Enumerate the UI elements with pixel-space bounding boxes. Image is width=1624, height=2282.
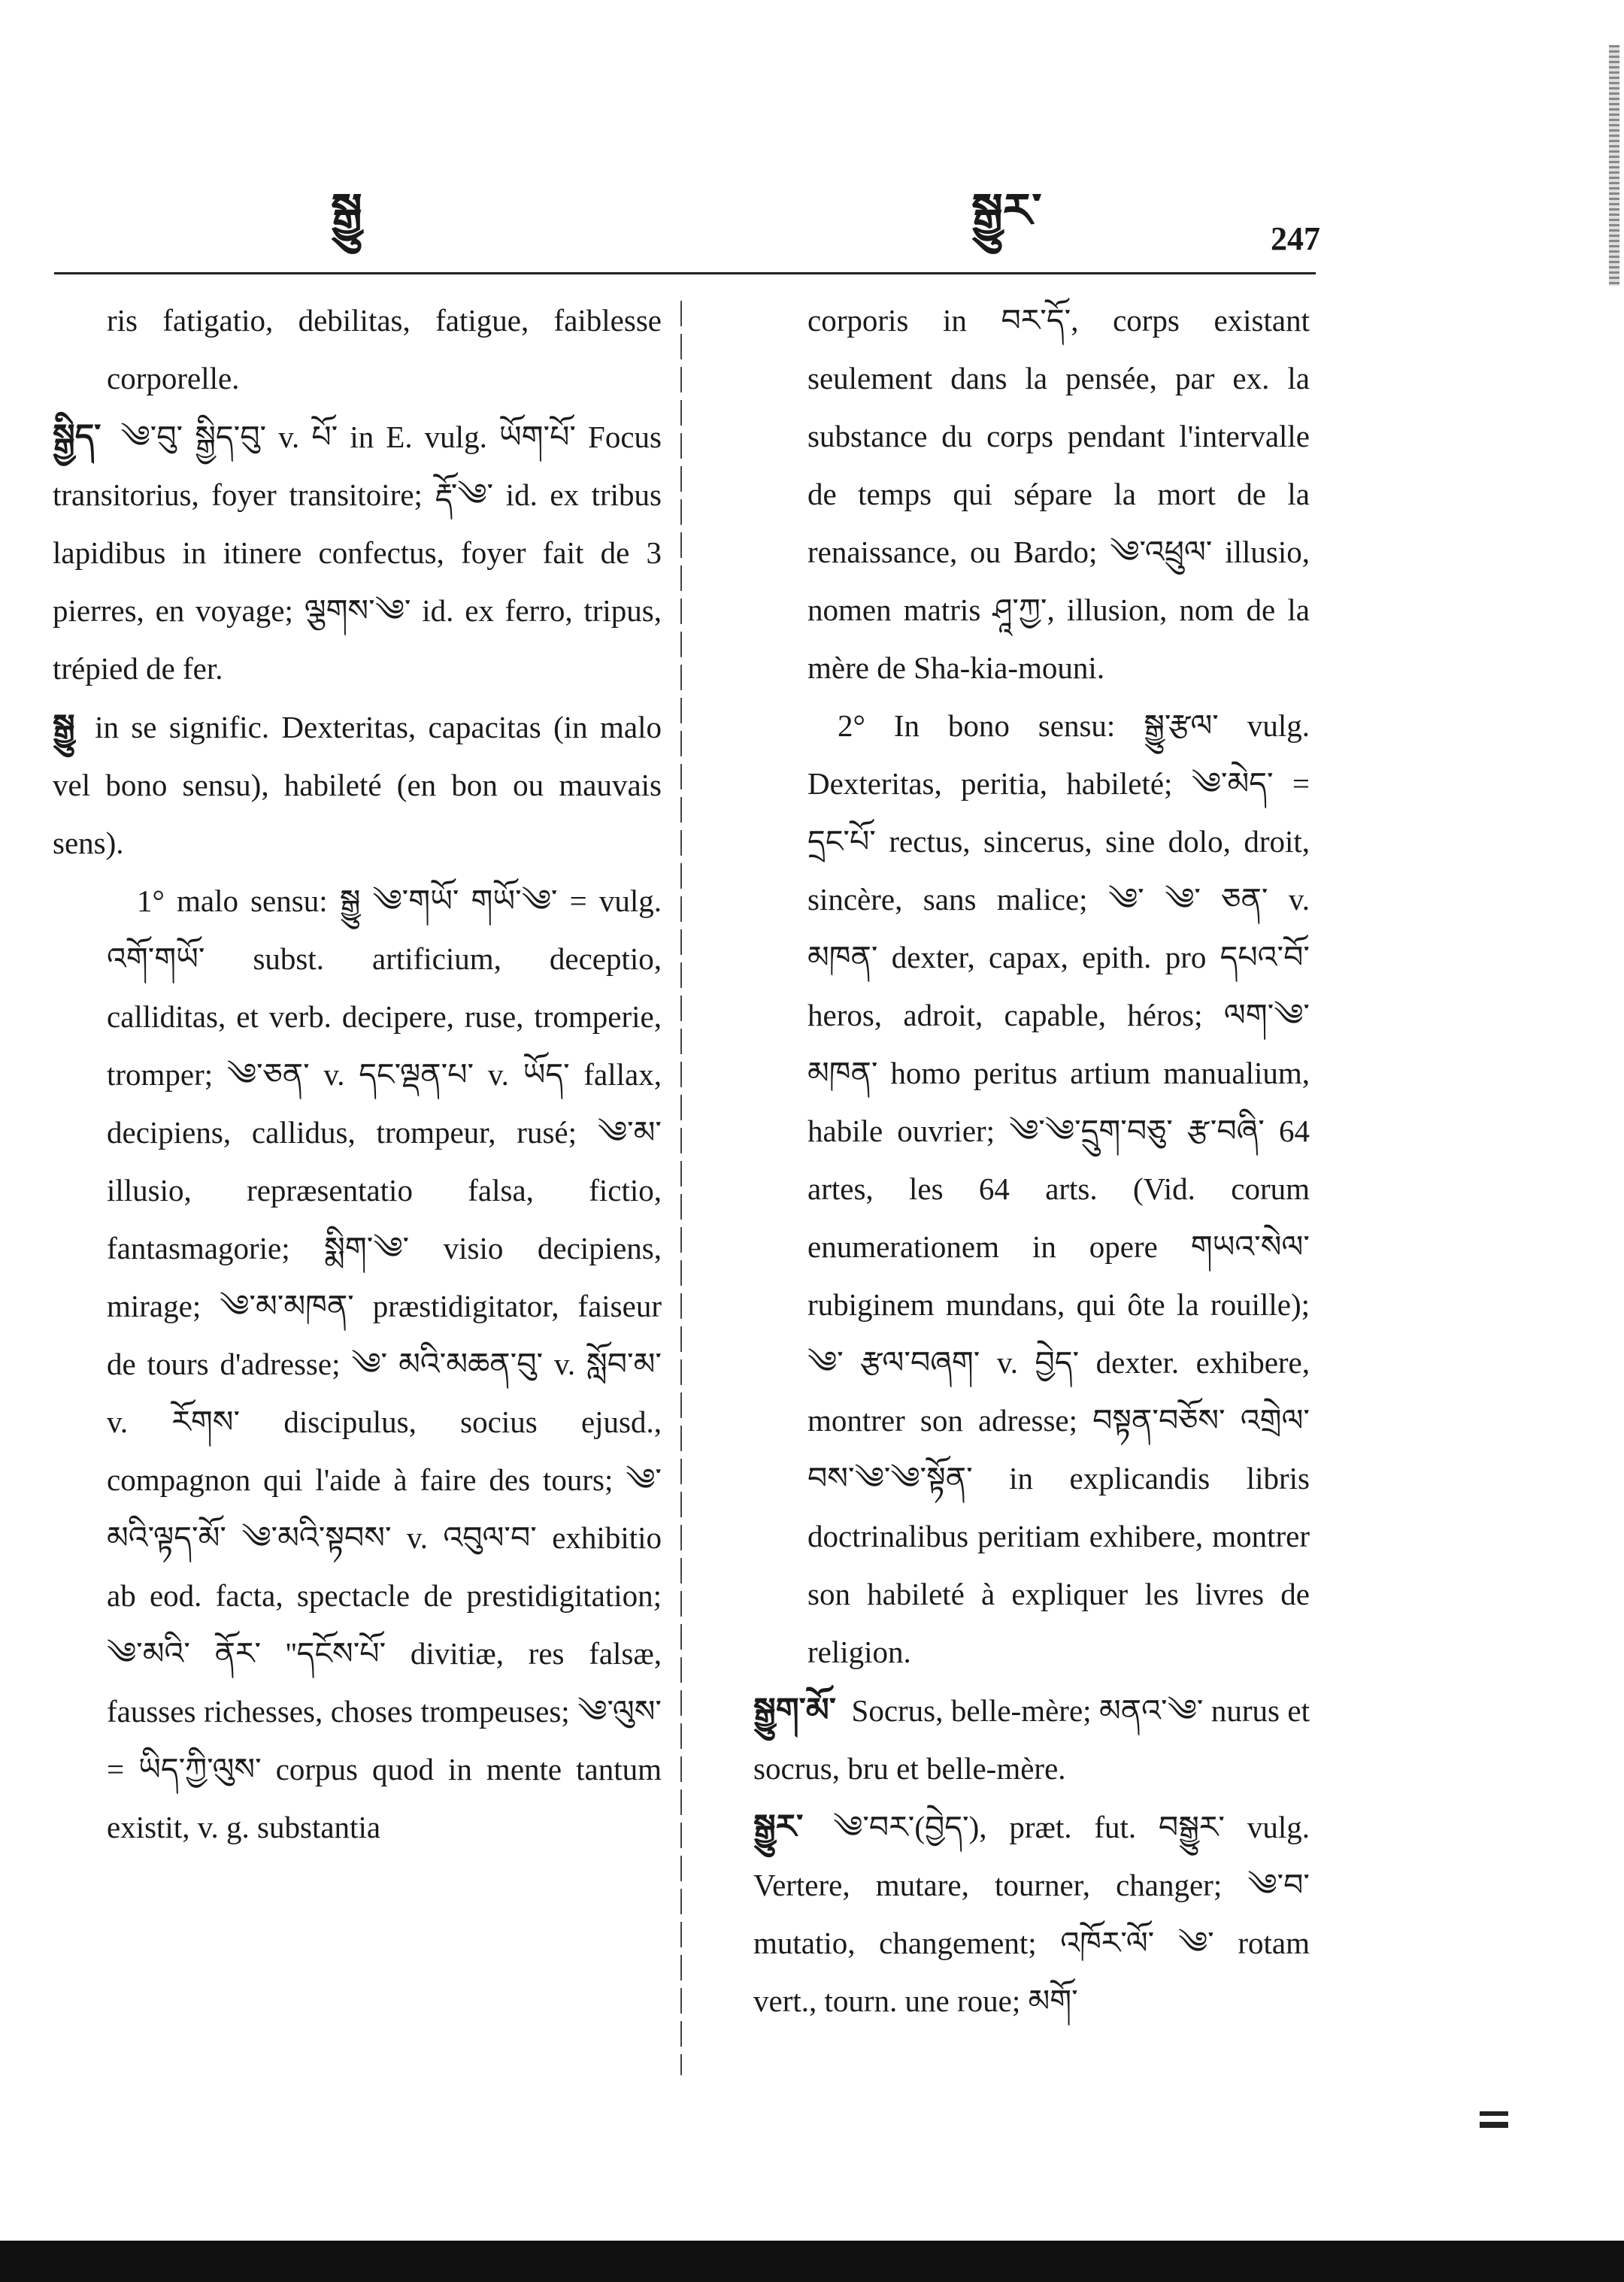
entry-text: corporis in བར་དོ་, corps existant seulement dans la pensée, par ex. la substance du corps pendant l'intervalle de temps qui sépare la mort de la renaissance, ou Bardo; ༄་འཕྲུལ་ illusio, nomen matris ཤཱ་ཀྱ་, illusion, nom de la mère de Sha-kia-mouni.: [807, 303, 1310, 685]
entry-continuation: [753, 292, 1310, 697]
scan-edge-mark: [1609, 45, 1619, 286]
entry-continuation: [53, 292, 662, 408]
entry-text: ris fatigatio, debilitas, fatigue, faiblesse corporelle.: [107, 303, 662, 395]
header-rule: [54, 272, 1316, 274]
scan-bottom-band: [0, 2241, 1624, 2282]
entry-text: ༄་བུ་ སྒྱིད་བུ་ v. པོ་ in E. vulg. ཡོག་པོ་ Focus transitorius, foyer transitoire; རྡོ་༄་ id. ex tribus lapidibus in itinere confectus, foyer fait de 3 pierres, en voyage; ལྕགས་༄་ id. ex ferro, tripus, trépied de fer.: [53, 420, 662, 686]
entry-text: 1° malo sensu: སྒྱུ ༄་གཡོ་ གཡོ་༄་ = vulg. འགོ་གཡོ་ subst. artificium, deceptio, calliditas, et verb. decipere, ruse, tromperie, tromper; ༄་ཅན་ v. དང་ལྡན་པ་ v. ཡོད་ fallax, decipiens, callidus, trompeur, rusé; ༄་མ་ illusio, repræsentatio falsa, fictio, fantasmagorie; སྨིག་༄་ visio decipiens, mirage; ༄་མ་མཁན་ præstidigitator, faiseur de tours d'adresse; ༄་ མའི་མཆན་བུ་ v. སློབ་མ་ v. རོགས་ discipulus, socius ejusd., compagnon qui l'aide à faire des tours; ༄་མའི་ལྟད་མོ་ ༄་མའི་སྟབས་ v. འབུལ་བ་ exhibitio ab eod. facta, spectacle de prestidigitation; ༄་མའི་ ནོར་ ''དངོས་པོ་ divitiæ, res falsæ, fausses richesses, choses trompeuses; ༄་ལུས་ = ཡིད་ཀྱི་ལུས་ corpus quod in mente tantum existit, v. g. substantia: [107, 883, 662, 1844]
entry-text: in se signific. Dexteritas, capacitas (in malo vel bono sensu), habileté (en bon ou mauvais sens).: [53, 710, 662, 860]
dictionary-entry: [53, 698, 662, 872]
page-number: 247: [1271, 220, 1320, 257]
left-column: [53, 292, 662, 1856]
column-divider: [680, 301, 682, 2075]
entry-text: Socrus, belle-mère; མནའ་༄་ nurus et socrus, bru et belle-mère.: [753, 1693, 1310, 1786]
entry-text: 2° In bono sensu: སྒྱུ་རྩལ་ vulg. Dexteritas, peritia, habileté; ༄་མེད་ = དྲང་པོ་ rectus, sincerus, sine dolo, droit, sincère, sans malice; ༄་ ༄་ ཅན་ v. མཁན་ dexter, capax, epith. pro དཔའ་བོ་ heros, adroit, capable, héros; ལག་༄་ མཁན་ homo peritus artium manualium, habile ouvrier; ༄་༄་དྲུག་བཅུ་ རྩ་བཞི་ 64 artes, les 64 arts. (Vid. corum enumerationem in opere གཡའ་སེལ་ rubiginem mundans, qui ôte la rouille); ༄་ རྩལ་བཞག་ v. བྱེད་ dexter. exhibere, montrer son adresse; བསྟན་བཅོས་ འགྲེལ་བས་༄་༄་སྟོན་ in explicandis libris doctrinalibus peritiam exhibere, montrer son habileté à expliquer les livres de religion.: [807, 708, 1310, 1669]
entry-subsection: [753, 697, 1310, 1681]
dictionary-entry: [53, 408, 662, 698]
running-head-left: སྒྱུ: [331, 186, 362, 237]
entry-headword: སྒྱུར་: [753, 1808, 804, 1845]
entry-headword: སྒྱུག་མོ་: [753, 1692, 837, 1729]
printer-mark: [1480, 2111, 1508, 2128]
dictionary-entry: [753, 1681, 1310, 1798]
dictionary-entry: [753, 1798, 1310, 2030]
right-column: [753, 292, 1310, 2030]
running-head-right: སྒྱུར་: [971, 186, 1042, 237]
entry-text: ༄་བར་(བྱེད་), præt. fut. བསྒྱུར་ vulg. Vertere, mutare, tourner, changer; ༄་བ་ mutatio, changement; འཁོར་ལོ་ ༄་ rotam vert., tourn. une roue; མགོ་: [753, 1810, 1310, 2018]
entry-subsection: [53, 872, 662, 1856]
entry-headword: སྒྱིད་: [53, 418, 102, 455]
entry-headword: སྒྱུ: [53, 708, 75, 745]
